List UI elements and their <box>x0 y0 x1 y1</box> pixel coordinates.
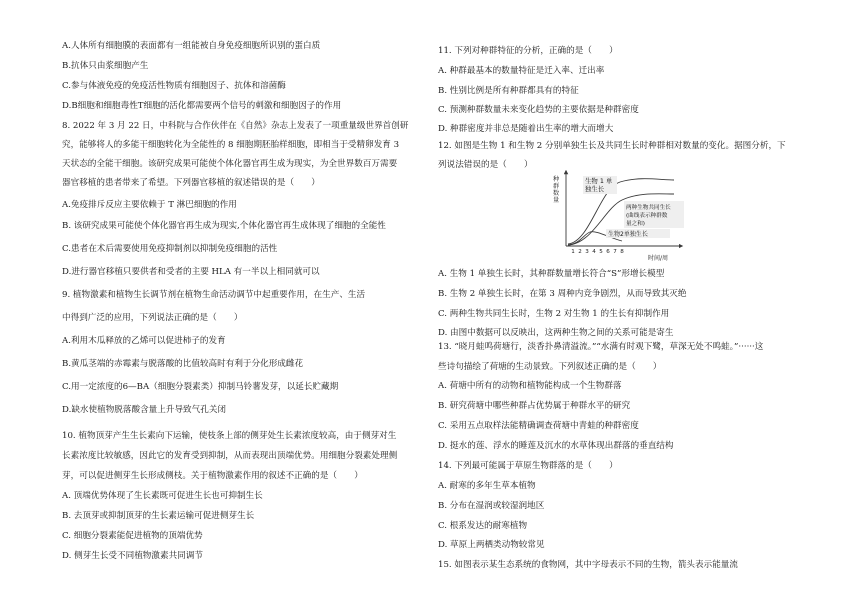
q8-stem-line: 究，能够将人的多能干细胞转化为全能性的 8 细胞期胚胎样细胞，即相当于受精卵发育 3 <box>62 140 400 150</box>
q15-stem-line: 15. 如图表示某生态系统的食物网，其中字母表示不同的生物，箭头表示能量流 <box>438 560 738 570</box>
label-species1-line: 独生长 <box>585 185 605 193</box>
x-tick-label: 7 <box>613 249 617 255</box>
q12-option-b: B. 生物 2 单独生长时，在第 3 周种内竞争剧烈，从而导致其灭绝 <box>438 289 687 299</box>
q8-option-b: B. 该研究成果可能使个体化器官再生成为现实,个体化器官再生成体现了细胞的全能性 <box>62 221 386 231</box>
x-tick-label: 3 <box>585 249 589 255</box>
q11-stem-line: 11. 下列对种群特征的分析，正确的是（ ） <box>438 46 618 56</box>
x-tick-label: 2 <box>578 249 582 255</box>
q12-stem-line: 12. 如图是生物 1 和生物 2 分别单独生长及共同生长时种群相对数量的变化。据图分析，下 <box>438 141 786 151</box>
label-combined-line: (曲线表示种群数 <box>626 213 668 219</box>
q10-stem-line: 芽，可以促进侧芽生长形成侧枝。关于植物激素作用的叙述不正确的是（ ） <box>62 471 363 481</box>
q8-option-a: A.免疫排斥反应主要依赖于 T 淋巴细胞的作用 <box>62 200 237 210</box>
q13-option-c: C. 采用五点取样法能精确调查荷塘中青蛙的种群密度 <box>438 421 639 431</box>
q7-option-c: C.参与体液免疫的免疫活性物质有细胞因子、抗体和溶菌酶 <box>62 81 286 91</box>
q13-option-a: A. 荷塘中所有的动物和植物能构成一个生物群落 <box>438 381 622 391</box>
x-tick-label: 4 <box>592 249 596 255</box>
q12-option-c: C. 两种生物共同生长时，生物 2 对生物 1 的生长有抑制作用 <box>438 309 670 319</box>
label-combined-line: 两种生物共同生长 <box>626 205 671 211</box>
q13-option-b: B. 研究荷塘中哪些种群占优势属于种群水平的研究 <box>438 401 631 411</box>
q14-option-a: A. 耐寒的多年生草本植物 <box>438 481 536 491</box>
q14-option-d: D. 草原上两栖类动物较常见 <box>438 540 545 550</box>
label-species1-line: 生物 1 单 <box>585 177 613 185</box>
q9-option-c: C.用一定浓度的6—BA（细胞分裂素类）抑制马铃薯发芽，以延长贮藏期 <box>62 382 339 392</box>
q11-option-b: B. 性别比例是所有种群都具有的特征 <box>438 86 579 96</box>
label-species2: 生物2单独生长 <box>608 231 648 238</box>
q10-stem-line: 长素浓度比较敏感，因此它的发育受到抑制，从而表现出顶端优势。用细胞分裂素处理侧 <box>62 451 398 461</box>
q9-stem-line: 中得到广泛的应用，下列说法正确的是（ ） <box>62 313 243 323</box>
q9-option-a: A.利用木瓜释放的乙烯可以促进柿子的发育 <box>62 336 226 346</box>
q12-option-d: D. 由图中数据可以反映出，这两种生物之间的关系可能是寄生 <box>438 328 674 338</box>
q14-option-b: B. 分布在湿润或较湿润地区 <box>438 501 545 511</box>
q11-option-c: C. 预测种群数量未来变化趋势的主要依据是种群密度 <box>438 105 639 115</box>
q8-stem-line: 8. 2022 年 3 月 22 日，中科院与合作伙伴在《自然》杂志上发表了一项重量级世界首创研 <box>62 121 409 131</box>
q7-option-b: B.抗体只由浆细胞产生 <box>62 61 149 71</box>
q8-stem-line: 天状态的全能干细胞。该研究成果可能使个体化器官再生成为现实，为全世界数百万需要 <box>62 159 398 169</box>
q10-option-d: D. 侧芽生长受不同植物激素共同调节 <box>62 551 203 561</box>
q10-option-c: C. 细胞分裂素能促进植物的顶端优势 <box>62 531 203 541</box>
y-axis-label-char: 量 <box>553 197 560 204</box>
q8-stem-line: 器官移植的患者带来了希望。下列器官移植的叙述错误的是（ ） <box>62 178 320 188</box>
q11-option-a: A. 种群最基本的数量特征是迁入率、迁出率 <box>438 66 605 76</box>
q14-option-c: C. 根系发达的耐寒植物 <box>438 521 528 531</box>
x-tick-label: 8 <box>620 249 624 255</box>
population-growth-svg <box>550 168 686 262</box>
q7-option-a: A.人体所有细胞膜的表面都有一组能被自身免疫细胞所识别的蛋白质 <box>62 41 321 51</box>
q13-option-d: D. 挺水的莲、浮水的睡莲及沉水的水草体现出群落的垂直结构 <box>438 441 674 451</box>
y-axis-label-char: 群 <box>553 183 560 190</box>
x-tick-label: 1 <box>571 249 575 255</box>
q10-option-b: B. 去顶芽或抑制顶芽的生长素运输可促进侧芽生长 <box>62 511 255 521</box>
q7-option-d: D.B细胞和细胞毒性T细胞的活化都需要两个信号的刺激和细胞因子的作用 <box>62 101 342 111</box>
q12-stem-line: 列说法错误的是（ ） <box>438 160 533 170</box>
x-tick-label: 6 <box>606 249 610 255</box>
y-axis-label-char: 种 <box>553 176 560 183</box>
q11-option-d: D. 种群密度并非总是随着出生率的增大而增大 <box>438 124 614 134</box>
q14-stem-line: 14. 下列最可能属于草原生物群落的是（ ） <box>438 461 618 471</box>
label-combined-line: 量之和) <box>626 221 645 227</box>
q12-option-a: A. 生物 1 单独生长时，其种群数量增长符合“S”形增长模型 <box>438 269 665 279</box>
q9-option-b: B.黄瓜茎端的赤霉素与脱落酸的比值较高时有利于分化形成雌花 <box>62 359 304 369</box>
q9-stem-line: 9. 植物激素和植物生长调节剂在植物生命活动调节中起重要作用，在生产、生活 <box>62 290 366 300</box>
q9-option-d: D.缺水使植物脱落酸含量上升导致气孔关闭 <box>62 405 227 415</box>
y-axis-label-char: 数 <box>553 190 560 197</box>
q10-option-a: A. 顶端优势体现了生长素既可促进生长也可抑制生长 <box>62 491 263 501</box>
x-tick-label: 5 <box>599 249 603 255</box>
population-growth-figure <box>550 168 686 262</box>
q8-option-d: D.进行器官移植只要供者和受者的主要 HLA 有一半以上相同就可以 <box>62 267 320 277</box>
q10-stem-line: 10. 植物顶芽产生生长素向下运输，使枝条上部的侧芽处生长素浓度较高，由于侧芽对生 <box>62 431 397 441</box>
x-axis-label: 时间/周 <box>647 255 669 262</box>
q13-stem-line: 些诗句描绘了荷塘的生动景致。下列叙述正确的是（ ） <box>438 362 662 372</box>
q13-stem-line: 13. “晓月蛙鸣荷塘行，淡香扑鼻清溢流。”“水满有时观下鹭，草深无处不鸣蛙。”······这 <box>438 342 764 352</box>
q8-option-c: C.患者在术后需要使用免疫抑制剂以抑制免疫细胞的活性 <box>62 244 278 254</box>
